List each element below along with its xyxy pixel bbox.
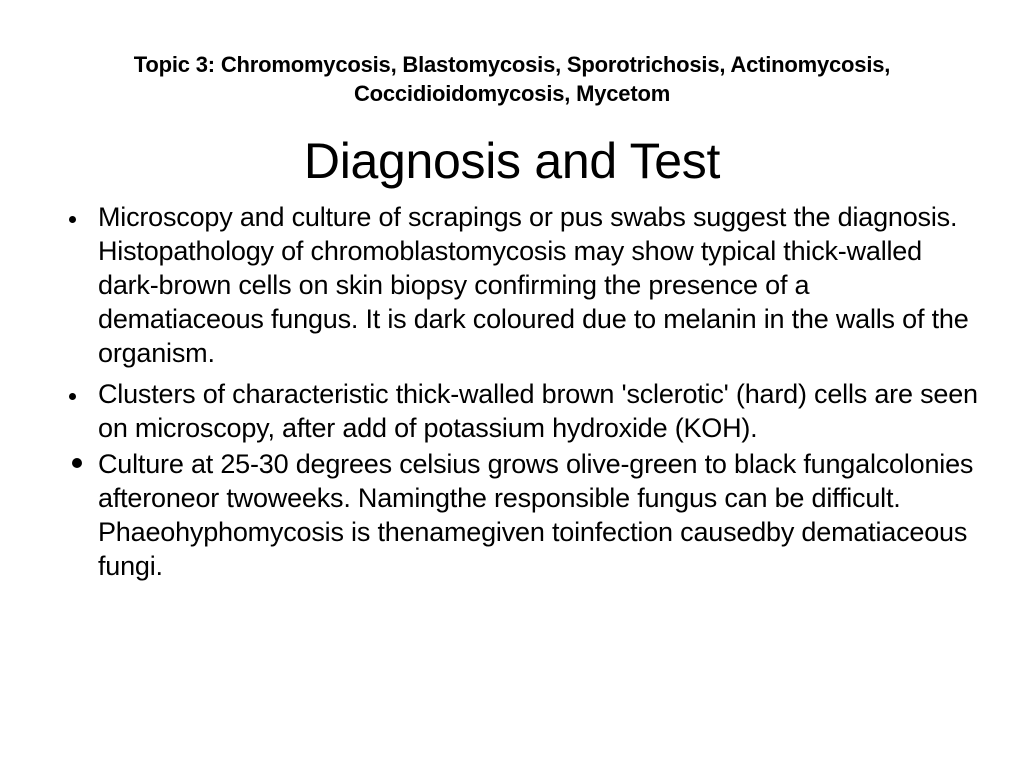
bullet-dot-icon	[60, 200, 90, 234]
bullet-item	[60, 200, 980, 370]
slide-title: Diagnosis and Test	[303, 133, 721, 189]
bullet-dot-icon	[60, 377, 90, 411]
bullet-text: Microscopy and culture of scrapings or pus swabs suggest the diagnosis. Histopathology of chromoblastomycosis may show typical thick-walled dark-brown cells on skin biopsy confirming the presence of a dematiaceous fungus. It is dark coloured due to melanin in the walls of the organism.	[98, 202, 969, 368]
topic-heading	[40, 50, 984, 108]
bullet-text: Clusters of characteristic thick-walled brown 'sclerotic' (hard) cells are seen on microscopy, after add of potassium hydroxide (KOH).	[98, 379, 978, 443]
bullet-text: Culture at 25-30 degrees celsius grows olive-green to black fungalcolonies afteroneor twoweeks. Namingthe responsible fungus can be difficult. Phaeohyphomycosis is thenamegiven toinfection causedby dematiaceous fungi.	[98, 449, 974, 581]
bullet-item	[60, 377, 980, 445]
bullet-item	[60, 447, 980, 583]
bullet-dot-icon	[60, 447, 90, 481]
bullet-list	[60, 200, 980, 583]
topic-line-2: Coccidioidomycosis, Mycetom	[353, 81, 671, 106]
topic-line-1: Topic 3: Chromomycosis, Blastomycosis, Sporotrichosis, Actinomycosis,	[133, 52, 891, 77]
